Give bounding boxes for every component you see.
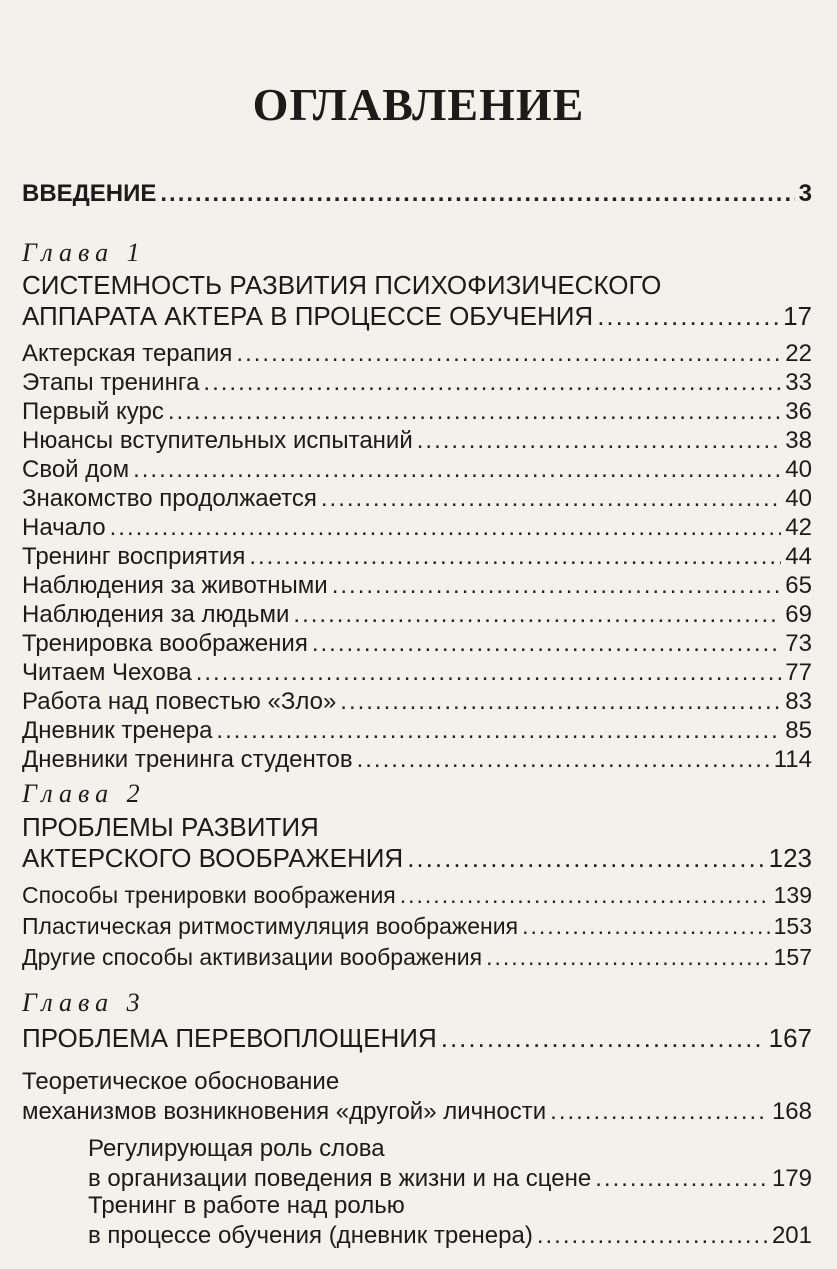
toc-page-number: 153 [773,913,812,939]
toc-entry [88,1165,812,1193]
toc-label: Работа над повестью «Зло» [22,688,337,715]
toc-page-number: 77 [785,659,812,686]
toc-entry [22,485,812,513]
toc-label: Нюансы вступительных испытаний [22,427,413,454]
toc-entry-chapter3 [22,1024,812,1052]
toc-label: механизмов возникновения «другой» личности [22,1098,547,1125]
toc-entry [22,717,812,745]
page-title: ОГЛАВЛЕНИЕ [252,79,585,130]
dot-leader [312,630,781,658]
chapter-label: Глава 1 [22,238,146,267]
toc-label: Первый курс [22,398,164,425]
toc-label: Знакомство продолжается [22,485,317,512]
toc-label: Этапы тренинга [22,369,200,396]
dot-leader [441,1024,765,1052]
toc-label: в организации поведения в жизни и на сцене [88,1165,592,1192]
toc-page-number: 201 [771,1222,812,1249]
toc-label: Начало [22,514,106,541]
toc-entry [22,601,812,629]
dot-leader [486,943,770,971]
toc-entry [22,659,812,687]
chapter-heading: ПРОБЛЕМА ПЕРЕВОПЛОЩЕНИЯ [22,1023,437,1053]
toc-entry-chapter2 [22,844,812,872]
toc-label: Тренинг в работе над ролью [88,1192,405,1219]
toc-label: Наблюдения за людьми [22,601,290,628]
toc-entry [22,630,812,658]
dot-leader [236,340,781,368]
dot-leader [595,1165,768,1193]
toc-page-number: 123 [768,843,812,873]
dot-leader [522,912,770,940]
toc-page-number: 17 [783,301,812,331]
toc-label: Актерская терапия [22,340,233,367]
toc-entry [22,881,812,909]
toc-entry [22,688,812,716]
toc-entry [22,912,812,940]
dot-leader [332,572,782,600]
toc-label: Читаем Чехова [22,659,192,686]
toc-entry [22,340,812,368]
toc-page-number: 3 [798,180,812,207]
toc-label: Пластическая ритмостимуляция воображения [22,913,519,939]
toc-label: в процессе обучения (дневник тренера) [88,1222,533,1249]
toc-entry [22,427,812,455]
dot-leader [417,427,782,455]
toc-label: Свой дом [22,456,130,483]
dot-leader [249,543,781,571]
toc-entry [22,514,812,542]
toc-page-number: 69 [785,601,812,628]
toc-entry-chapter1 [22,302,812,330]
chapter-heading: АППАРАТА АКТЕРА В ПРОЦЕССЕ ОБУЧЕНИЯ [22,301,594,331]
toc-page-number: 42 [785,514,812,541]
toc-label: Тренировка воображения [22,630,308,657]
toc-entry [88,1222,812,1250]
toc-label: Наблюдения за животными [22,572,328,599]
chapter-heading: СИСТЕМНОСТЬ РАЗВИТИЯ ПСИХОФИЗИЧЕСКОГО [22,270,662,300]
toc-page-number: 38 [785,427,812,454]
toc-page-number: 40 [785,456,812,483]
toc-label: Регулирующая роль слова [88,1135,385,1162]
toc-page-number: 114 [773,746,812,773]
toc-label: Тренинг восприятия [22,543,246,570]
toc-page-number: 65 [785,572,812,599]
dot-leader [293,601,781,629]
toc-entry-intro [22,180,812,208]
dot-leader [357,746,770,774]
toc-page-number: 168 [771,1098,812,1125]
dot-leader [203,369,781,397]
dot-leader [110,514,782,542]
dot-leader [133,456,781,484]
toc-page-number: 44 [785,543,812,570]
dot-leader [216,717,781,745]
chapter-heading: АКТЕРСКОГО ВООБРАЖЕНИЯ [22,843,404,873]
chapter-heading: ПРОБЛЕМЫ РАЗВИТИЯ [22,812,319,842]
toc-label: Способы тренировки воображения [22,882,396,908]
dot-leader [168,398,781,426]
toc-page-number: 139 [773,882,812,908]
toc-page-number: 36 [785,398,812,425]
dot-leader [196,659,782,687]
toc-entry [22,572,812,600]
chapter-label: Глава 2 [22,779,146,808]
toc-entry [22,543,812,571]
dot-leader [321,485,781,513]
toc-page-number: 157 [773,944,812,970]
dot-leader [400,881,770,909]
toc-page-number: 40 [785,485,812,512]
toc-label: Другие способы активизации воображения [22,944,483,970]
toc-entry [22,943,812,971]
chapter-label: Глава 3 [22,988,146,1017]
toc-entry [22,1098,812,1126]
toc-entry [22,746,812,774]
toc-page-number: 83 [785,688,812,715]
dot-leader [160,180,794,208]
toc-label: Дневники тренинга студентов [22,746,353,773]
toc-label: ВВЕДЕНИЕ [22,180,157,207]
toc-page-number: 22 [785,340,812,367]
toc-page-number: 167 [768,1023,812,1053]
dot-leader [550,1098,768,1126]
dot-leader [407,844,764,872]
toc-entry [22,456,812,484]
toc-page-number: 73 [785,630,812,657]
toc-label: Дневник тренера [22,717,213,744]
dot-leader [597,302,779,330]
toc-label: Теоретическое обоснование [22,1068,340,1095]
toc-entry [22,369,812,397]
dot-leader [340,688,781,716]
toc-page-number: 85 [785,717,812,744]
toc-entry [22,398,812,426]
toc-page-number: 33 [785,369,812,396]
toc-page-number: 179 [771,1165,812,1192]
dot-leader [537,1222,768,1250]
